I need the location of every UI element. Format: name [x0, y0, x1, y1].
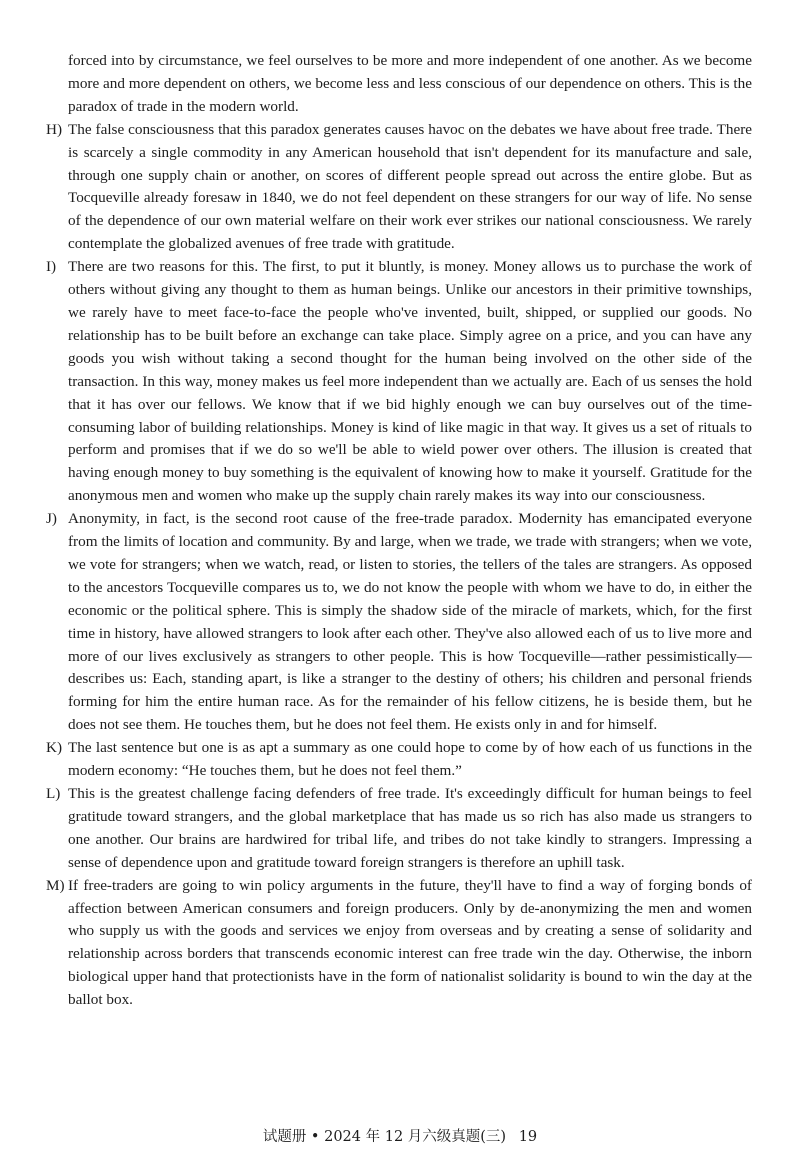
- paragraph-k: [46, 737, 752, 783]
- paragraph-j: [46, 508, 752, 737]
- paragraph-l: [46, 783, 752, 875]
- footer-label: 试题册 • 2024 年 12 月六级真题(三): [262, 1129, 507, 1145]
- paragraph-text: Anonymity, in fact, is the second root cause of the free-trade paradox. Modernity has emancipated everyone from the limits of location and community. By and large, when we trade, we trade with strangers; when we vote, we vote for strangers; when we watch, read, or listen to stories, the tellers of the tales are strangers. As opposed to the ancestors Tocqueville compares us to, we do not know the people with whom we have to do, in either the economic or the political sphere. This is simply the shadow side of the miracle of markets, which, for the first time in history, have allowed strangers to look after each other. They've also allowed each of us to live more and more of our lives exclusively as strangers to other people. This is how Tocqueville—rather pessimistically—describes us: Each, standing apart, is like a stranger to the destiny of others; his children and personal friends forming for him the entire human race. As for the remainder of his fellow citizens, he is beside them, but he does not see them. He touches them, but he does not feel them. He exists only in and for himself.: [68, 510, 752, 734]
- paragraph-text: There are two reasons for this. The first, to put it bluntly, is money. Money allows us to purchase the work of others without giving any thought to them as human beings. Unlike our ancestors in their primitive townships, we rarely have to meet face-to-face the people who've invented, built, shipped, or supplied our goods. No relationship has to be built before an exchange can take place. Simply agree on a price, and you can have any goods you wish without taking a second thought for the human being involved on the other side of the transaction. In this way, money makes us feel more independent than we actually are. Each of us senses the hold that it has over our fellows. We know that if we bid highly enough we can buy ourselves out of the time-consuming labor of building relationships. Money is kind of like magic in that way. It gives us a set of rituals to perform and promises that if we do so we'll be able to wield power over others. The illusion is created that having enough money to buy something is the equivalent of knowing how to make it yourself. Gratitude for the anonymous men and women who make up the supply chain rarely makes its way into our consciousness.: [68, 258, 752, 505]
- paragraph-h: [46, 119, 752, 256]
- paragraph-marker: J): [46, 510, 57, 528]
- paragraph-text: If free-traders are going to win policy arguments in the future, they'll have to find a way of forging bonds of affection between American consumers and foreign producers. Only by de-anonymizing the men and women who supply us with the goods and services we enjoy from overseas and by creating a sense of solidarity and relationship across borders that transcends economic interest can free trade win the day. Otherwise, the inborn biological upper hand that protectionists have in the form of nationalist solidarity is bound to win the day at the ballot box.: [68, 876, 752, 1009]
- paragraph-marker: I): [46, 258, 57, 276]
- paragraph-continued: [46, 50, 752, 119]
- paragraph-marker: M): [46, 876, 65, 894]
- paragraph-marker: H): [46, 120, 63, 138]
- paragraph-marker: K): [46, 739, 63, 757]
- paragraph-i: [46, 256, 752, 508]
- passage-body: [46, 50, 752, 1012]
- paragraph-m: [46, 875, 752, 1012]
- paragraph-text: The false consciousness that this paradox generates causes havoc on the debates we have about free trade. There is scarcely a single commodity in any American household that isn't dependent for its manufacture and sale, through one supply chain or another, on scores of different people spread out across the entire globe. But as Tocqueville already foresaw in 1840, we do not feel dependent on these strangers for our way of life. No sense of the dependence of our own material welfare on their work ever strikes our national consciousness. We rarely contemplate the globalized avenues of free trade with gratitude.: [68, 120, 752, 253]
- paragraph-text: The last sentence but one is as apt a summary as one could hope to come by of how each of us functions in the modern economy: “He touches them, but he does not feel them.”: [68, 739, 752, 780]
- paragraph-text: This is the greatest challenge facing defenders of free trade. It's exceedingly difficult for human beings to feel gratitude toward strangers, and the global marketplace that has made us so rich has also made us strangers to one another. Our brains are hardwired for tribal life, and tribes do not take kindly to strangers. Impressing a sense of dependence upon and gratitude toward foreign strangers is therefore an uphill task.: [68, 785, 752, 871]
- page-footer: [0, 1125, 800, 1146]
- paragraph-marker: L): [46, 785, 61, 802]
- page-number: 19: [518, 1129, 538, 1145]
- paragraph-text: forced into by circumstance, we feel ourselves to be more and more independent of one another. As we become more and more dependent on others, we become less and less conscious of our dependence on others. This is the paradox of trade in the modern world.: [68, 52, 752, 115]
